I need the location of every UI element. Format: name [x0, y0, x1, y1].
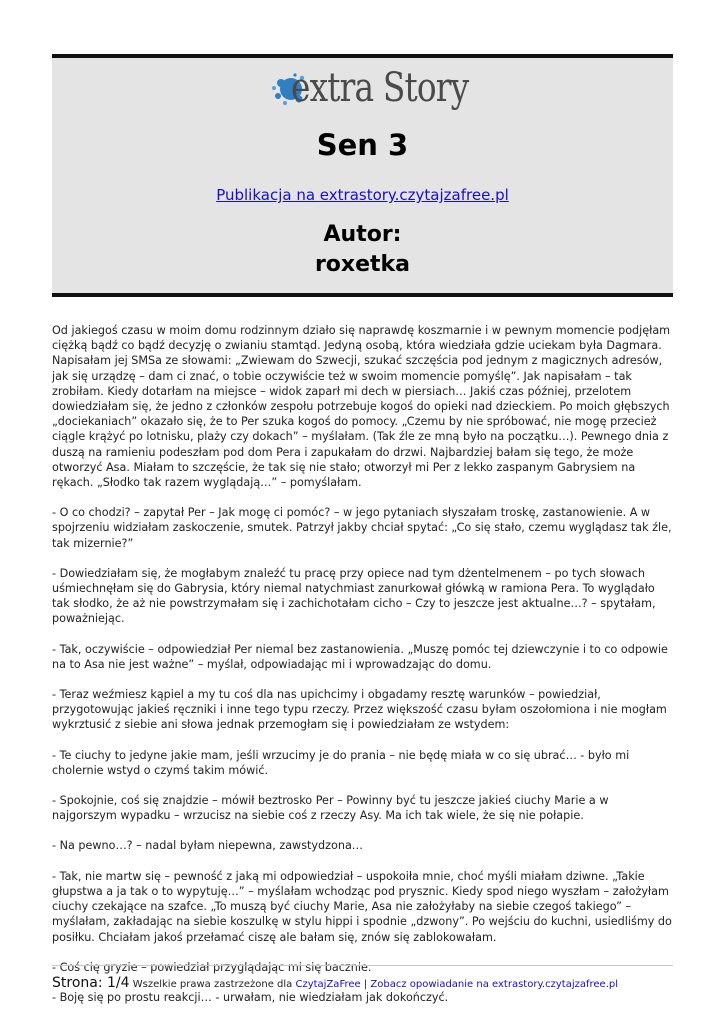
story-paragraph: - Dowiedziałam się, że mogłabym znaleźć tu pracę przy opiece nad tym dżentelmenem – po tych słowach uśmiechnęłam się do Gabrysia, który niemal natychmiast zanurkował główką w ramiona Pera. To wyglądało tak słodko, że aż nie powstrzymałam się i zachichotałam cicho – Czy to jeszcze jest aktualne…? – spytałam, poważniejąc.	[52, 566, 656, 626]
story-link[interactable]: Zobacz opowiadanie na extrastory.czytajzafree.pl	[370, 979, 619, 990]
story-paragraph: - Coś cię gryzie – powiedział przyglądając mi się bacznie.	[52, 960, 372, 974]
author-name: roxetka	[314, 252, 411, 277]
site-logo[interactable]	[269, 63, 469, 111]
story-paragraph: - Spokojnie, coś się znajdzie – mówił beztrosko Per – Powinny być tu jeszcze jakieś ciuchy Marie a w najgorszym wypadku – wrzucisz na siebie coś z rzeczy Asy. Ma ich tak wiele, że się nie połapie.	[52, 794, 609, 823]
logo-text: extra Story	[291, 65, 469, 111]
story-paragraph: Od jakiegoś czasu w moim domu rodzinnym działo się naprawdę koszmarnie i w pewnym momencie podjęłam ciężką bądź co bądź decyzję o zwianiu stamtąd. Jedyną osobą, która wiedziała gdzie uciekam była Dagmara. Napisałam jej SMSa ze słowami: „Zwiewam do Szwecji, szukać szczęścia pod jednym z magicznych adresów, jak się urządzę – dam ci znać, o tobie oczywiście też w swoim momencie pomyślę”. Jak napisałam – tak zrobiłam. Kiedy dotarłam na miejsce – widok zaparł mi dech w piersiach… Jakiś czas później, przelotem dowiedziałam się, że jedno z członków zespołu potrzebuje kogoś do opieki nad dzieckiem. Po moich głębszych „dociekaniach” okazało się, że to Per szuka kogoś do pomocy. „Czemu by nie spróbować, nie mogę przecież ciągle krążyć po lotnisku, plaży czy dokach” – myślałam. (Tak źle ze mną było na początku…). Pewnego dnia z duszą na ramieniu podeszłam pod dom Pera i zapukałam do drzwi. Najbardziej bałam się tego, że może otworzyć Asa. Miałam to szczęście, że tak się nie stało; otworzył mi Per z lekko zaspanym Gabrysiem na rękach. „Słodko tak razem wyglądają…” – pomyślałam.	[52, 324, 671, 490]
story-paragraph: - Teraz weźmiesz kąpiel a my tu coś dla nas upichcimy i obgadamy resztę warunków – powiedział, przygotowując jakieś ręczniki i inne tego typu rzeczy. Przez większość czasu byłam oszołomiona i nie mogłam wykrztusić z siebie ani słowa jednak przemogłam się i powiedziałam ze wstydem:	[52, 688, 667, 732]
header-box	[52, 54, 673, 297]
page-number: Strona: 1/4	[52, 975, 130, 991]
story-title: Sen 3	[316, 128, 409, 162]
footer-separator: |	[363, 979, 368, 990]
story-paragraph: - Na pewno…? – nadal byłam niepewna, zawstydzona…	[52, 839, 363, 853]
publication-link[interactable]: Publikacja na extrastory.czytajzafree.pl	[216, 186, 509, 204]
czytajzafree-link[interactable]: CzytajZaFree	[295, 979, 361, 990]
story-paragraph: - Boję się po prostu reakcji… - urwałam, nie wiedziałam jak dokończyć.	[52, 990, 449, 1004]
footer-divider	[52, 965, 673, 966]
story-paragraph: - Tak, nie martw się – pewność z jaką mi odpowiedział – uspokoiła mnie, choć myśli miałam dziwne. „Takie głupstwa a ja tak o to wypytuję…” – myślałam wchodząc pod prysznic. Kiedy spod niego wyszłam – założyłam ciuchy czekające na szafce. „To muszą być ciuchy Marie, Asa nie założyłaby na siebie czegoś takiego” – myślałam, zakładając na siebie koszulkę w stylu hippi i spodnie „dzwony”. Po wejściu do kuchni, usiedliśmy do posiłku. Chciałam jakoś przełamać ciszę ale bałam się, znów się zablokowałam.	[52, 869, 672, 944]
author-label: Autor:	[323, 222, 402, 247]
page-footer	[52, 975, 712, 991]
rights-text: Wszelkie prawa zastrzeżone dla	[132, 979, 293, 990]
story-content	[52, 323, 673, 1020]
story-paragraph: - Tak, oczywiście – odpowiedział Per niemal bez zastanowienia. „Muszę pomóc tej dziewczynie i to co odpowie na to Asa nie jest ważne” – myślał, odpowiadając mi i wprowadzając do domu.	[52, 642, 668, 671]
story-paragraph: - Te ciuchy to jedyne jakie mam, jeśli wrzucimy je do prania – nie będę miała w co się ubrać… - było mi cholernie wstyd o czymś takim mówić.	[52, 748, 630, 777]
story-paragraph: - O co chodzi? – zapytał Per – Jak mogę ci pomóc? – w jego pytaniach słyszałam troskę, zastanowienie. A w spojrzeniu widziałam zaskoczenie, smutek. Patrzył jakby chciał spytać: „Co się stało, czemu wyglądasz tak źle, tak mizernie?”	[52, 506, 672, 550]
